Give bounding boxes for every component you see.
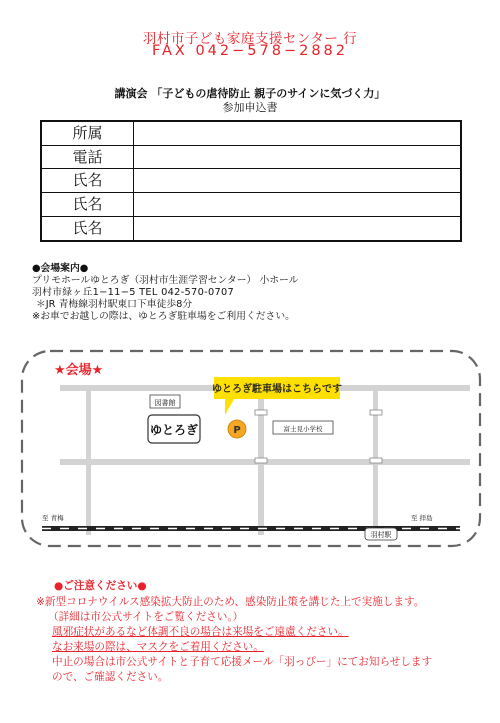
yutorogi-label: ゆとろぎ [149, 423, 199, 437]
notes-line-3: 風邪症状があるなど体調不良の場合は来場をご遠慮ください。 [52, 626, 349, 638]
fax-number: FAX 042−578−2882 [151, 43, 349, 59]
application-form-table [40, 120, 462, 242]
parking-callout-text: ゆとろぎ駐車場はこちらです [212, 384, 342, 395]
venue-access: ＊JR 青梅線羽村駅東口下車徒歩8分 [36, 299, 193, 310]
venue-parking: ※お車でお越しの際は、ゆとろぎ駐車場をご利用ください。 [32, 311, 295, 322]
venue-address: 羽村市緑ヶ丘1−11−5 TEL 042-570-0707 [32, 287, 235, 298]
map-crossings [255, 410, 382, 463]
notes-heading: ●ご注意ください● [54, 580, 147, 592]
form-row-name-1 [42, 168, 460, 193]
notes-line-6: ので、ご確認ください。 [52, 671, 169, 683]
haijima-direction-label: 至 拝島 [411, 514, 433, 522]
fax-destination: 羽村市子ども家庭支援センター 行 [142, 31, 358, 47]
venue-heading: ●会場案内● [32, 263, 89, 274]
notes-line-5: 中止の場合は市公式サイトと子育て応援メール「羽っぴー」にてお知らせします [52, 656, 433, 668]
form-row-name-2 [42, 192, 460, 217]
form-label-name: 氏名 [42, 169, 134, 193]
map-venue-label: ★会場★ [54, 363, 104, 378]
form-label-affiliation: 所属 [42, 122, 134, 145]
venue-map [18, 347, 484, 552]
venue-hall: プリモホールゆとろぎ（羽村市生涯学習センター） 小ホール [32, 275, 299, 286]
form-title: 参加申込書 [222, 101, 278, 114]
form-label-phone: 電話 [42, 146, 134, 169]
school-label: 富士見小学校 [283, 425, 323, 433]
notes-line-1: ※新型コロナウイルス感染拡大防止のため、感染防止策を講じた上で実施します。 [36, 596, 425, 608]
lecture-title: 講演会 「子どもの虐待防止 親子のサインに気づく力」 [114, 87, 386, 100]
notes-line-2: （詳細は市公式サイトをご覧ください。） [48, 611, 244, 623]
parking-mark: P [233, 425, 241, 436]
station-label: 羽村駅 [370, 531, 392, 539]
form-label-name: 氏名 [42, 217, 134, 241]
ome-direction-label: 至 青梅 [42, 514, 64, 522]
form-row-affiliation [42, 122, 460, 145]
notes-line-4: なお来場の際は、マスクをご着用ください。 [52, 641, 264, 653]
form-row-name-3 [42, 216, 460, 241]
form-row-phone [42, 145, 460, 169]
form-label-name: 氏名 [42, 193, 134, 217]
library-label: 図書館 [154, 399, 176, 407]
parking-callout-bubble [214, 377, 340, 415]
